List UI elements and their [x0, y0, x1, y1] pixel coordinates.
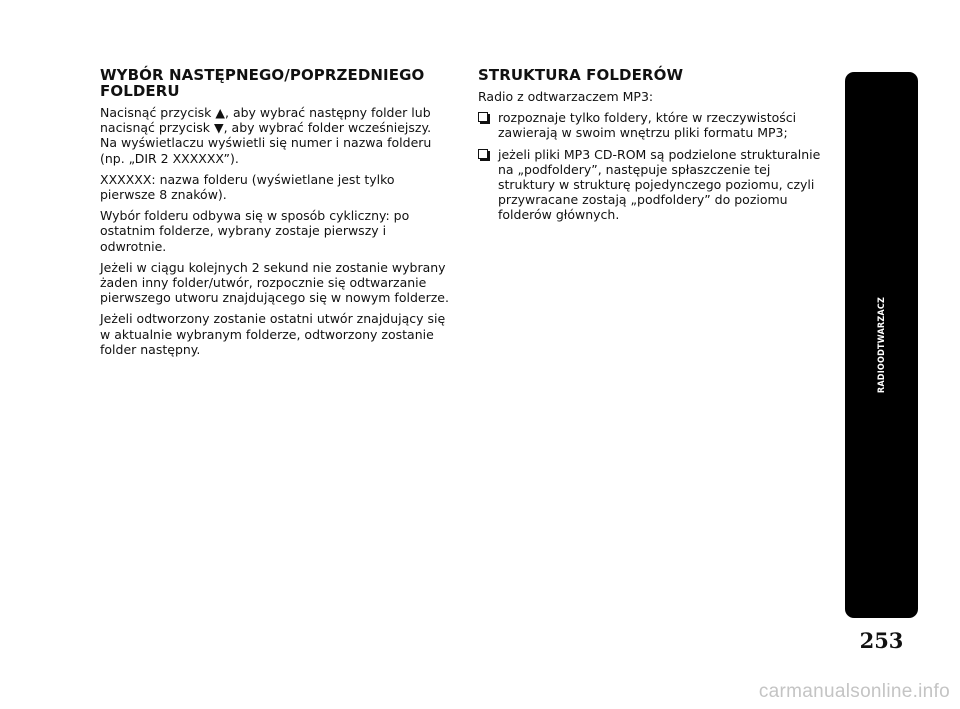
paragraph: XXXXXX: nazwa folderu (wyświetlane jest tylko pierwsze 8 znaków).: [100, 171, 395, 203]
paragraph: Nacisnąć przycisk ▲, aby wybrać następny folder lub nacisnąć przycisk ▼, aby wybrać folder wcześniejszy. Na wyświetlaczu wyświetli się numer i nazwa folderu (np. „DIR 2 XXXXXX”).: [100, 105, 432, 166]
list-item-text: jeżeli pliki MP3 CD-ROM są podzielone strukturalnie na „podfoldery”, następuje spłaszczenie tej struktury w strukturę pojedynczego poziomu, czyli przywracane zostają „podfoldery” do poziomu folderów głównych.: [498, 146, 821, 223]
left-column: [100, 67, 452, 363]
right-column: [478, 67, 823, 229]
watermark: carmanualsonline.info: [758, 681, 950, 702]
list-item: [478, 110, 823, 140]
section-heading-next-prev-folder: WYBÓR NASTĘPNEGO/POPRZEDNIEGO FOLDERU: [100, 66, 425, 100]
checkbox-bullet-icon: [478, 112, 488, 122]
page-number: 253: [859, 628, 904, 653]
paragraph: Jeżeli w ciągu kolejnych 2 sekund nie zostanie wybrany żaden inny folder/utwór, rozpocznie się odtwarzanie pierwszego utworu znajdującego się w nowym folderze.: [100, 259, 449, 306]
chapter-label: RADIOODTWARZACZ: [876, 296, 887, 394]
paragraph: Wybór folderu odbywa się w sposób cykliczny: po ostatnim folderze, wybrany zostaje pierwszy i odwrotnie.: [100, 208, 410, 254]
section-heading-folder-structure: STRUKTURA FOLDERÓW: [478, 66, 684, 84]
list-item: [478, 147, 823, 223]
chapter-side-tab: [845, 72, 918, 618]
list-item-text: rozpoznaje tylko foldery, które w rzeczywistości zawierają w swoim wnętrzu pliki formatu MP3;: [498, 110, 797, 141]
checkbox-bullet-icon: [478, 149, 488, 159]
bullet-list: [478, 110, 823, 222]
paragraph: Jeżeli odtworzony zostanie ostatni utwór znajdujący się w aktualnie wybranym folderze, odtworzony zostanie folder następny.: [100, 311, 446, 357]
intro-text: Radio z odtwarzaczem MP3:: [478, 89, 654, 104]
